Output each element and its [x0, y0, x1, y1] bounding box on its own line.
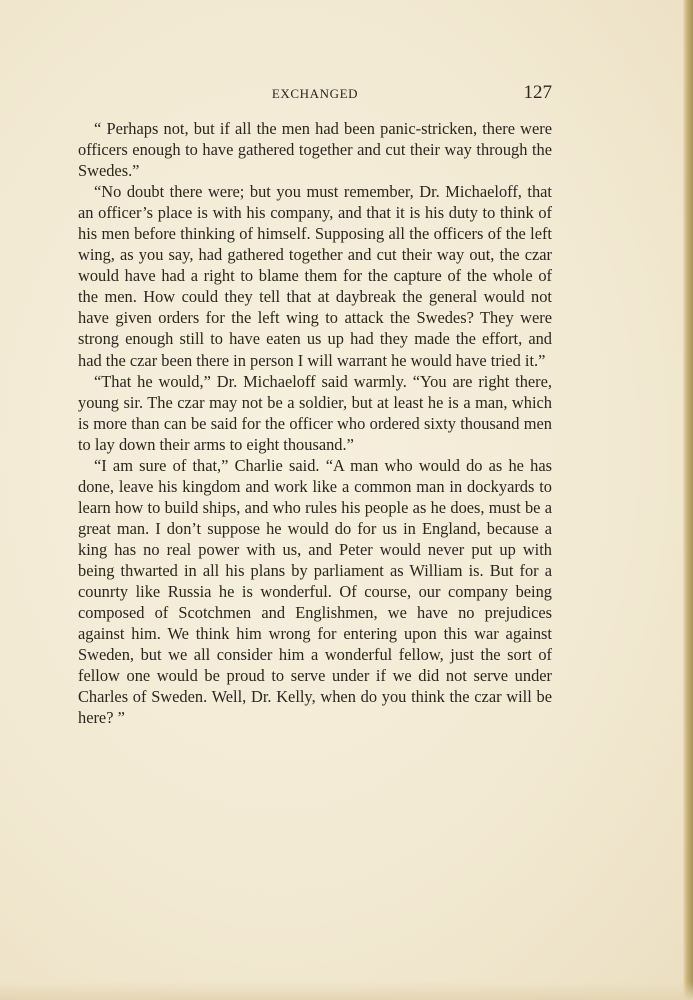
page-edge-right: [683, 0, 693, 1000]
page-edge-bottom: [0, 982, 693, 1000]
paragraph: “ Perhaps not, but if all the men had been panic-stricken, there were officers enough to have gathered together and cut their way through the Swedes.”: [78, 119, 552, 181]
paragraph: “I am sure of that,” Charlie said. “A man who would do as he has done, leave his kingdom and work like a common man in dockyards to learn how to build ships, and who rules his people as he does, must be a great man. I don’t suppose he would do for us in England, because a king has no real power with us, and Peter would never put up with being thwarted in all his plans by parliament as William is. But for a counrty like Russia he is wonderful. Of course, our company being composed of Scotchmen and Englishmen, we have no prejudices against him. We think him wrong for entering upon this war against Sweden, but we all consider him a wonderful fellow, just the sort of fellow one would be proud to serve under if we did not serve under Charles of Sweden. Well, Dr. Kelly, when do you think the czar will be here? ”: [78, 455, 552, 728]
paragraph: “That he would,” Dr. Michaeloff said warmly. “You are right there, young sir. The czar may not be a soldier, but at least he is a man, which is more than can be said for the officer who ordered sixty thousand men to lay down their arms to eight thousand.”: [78, 371, 552, 454]
paragraph: “No doubt there were; but you must remember, Dr. Michaeloff, that an officer’s place is with his company, and that it is his duty to think of his men before thinking of himself. Supposing all the officers of the left wing, as you say, had gathered together and cut their way out, the czar would have had a right to blame them for the capture of the whole of the men. How could they tell that at daybreak the general would not have given orders for the left wing to attack the Swedes? They were strong enough still to have eaten us up had they made the effort, and had the czar been there in person I will warrant he would have tried it.”: [78, 182, 552, 370]
running-title: EXCHANGED: [271, 86, 359, 101]
running-head: [78, 82, 552, 108]
body-text: [78, 118, 552, 728]
page-number: 127: [523, 82, 552, 103]
